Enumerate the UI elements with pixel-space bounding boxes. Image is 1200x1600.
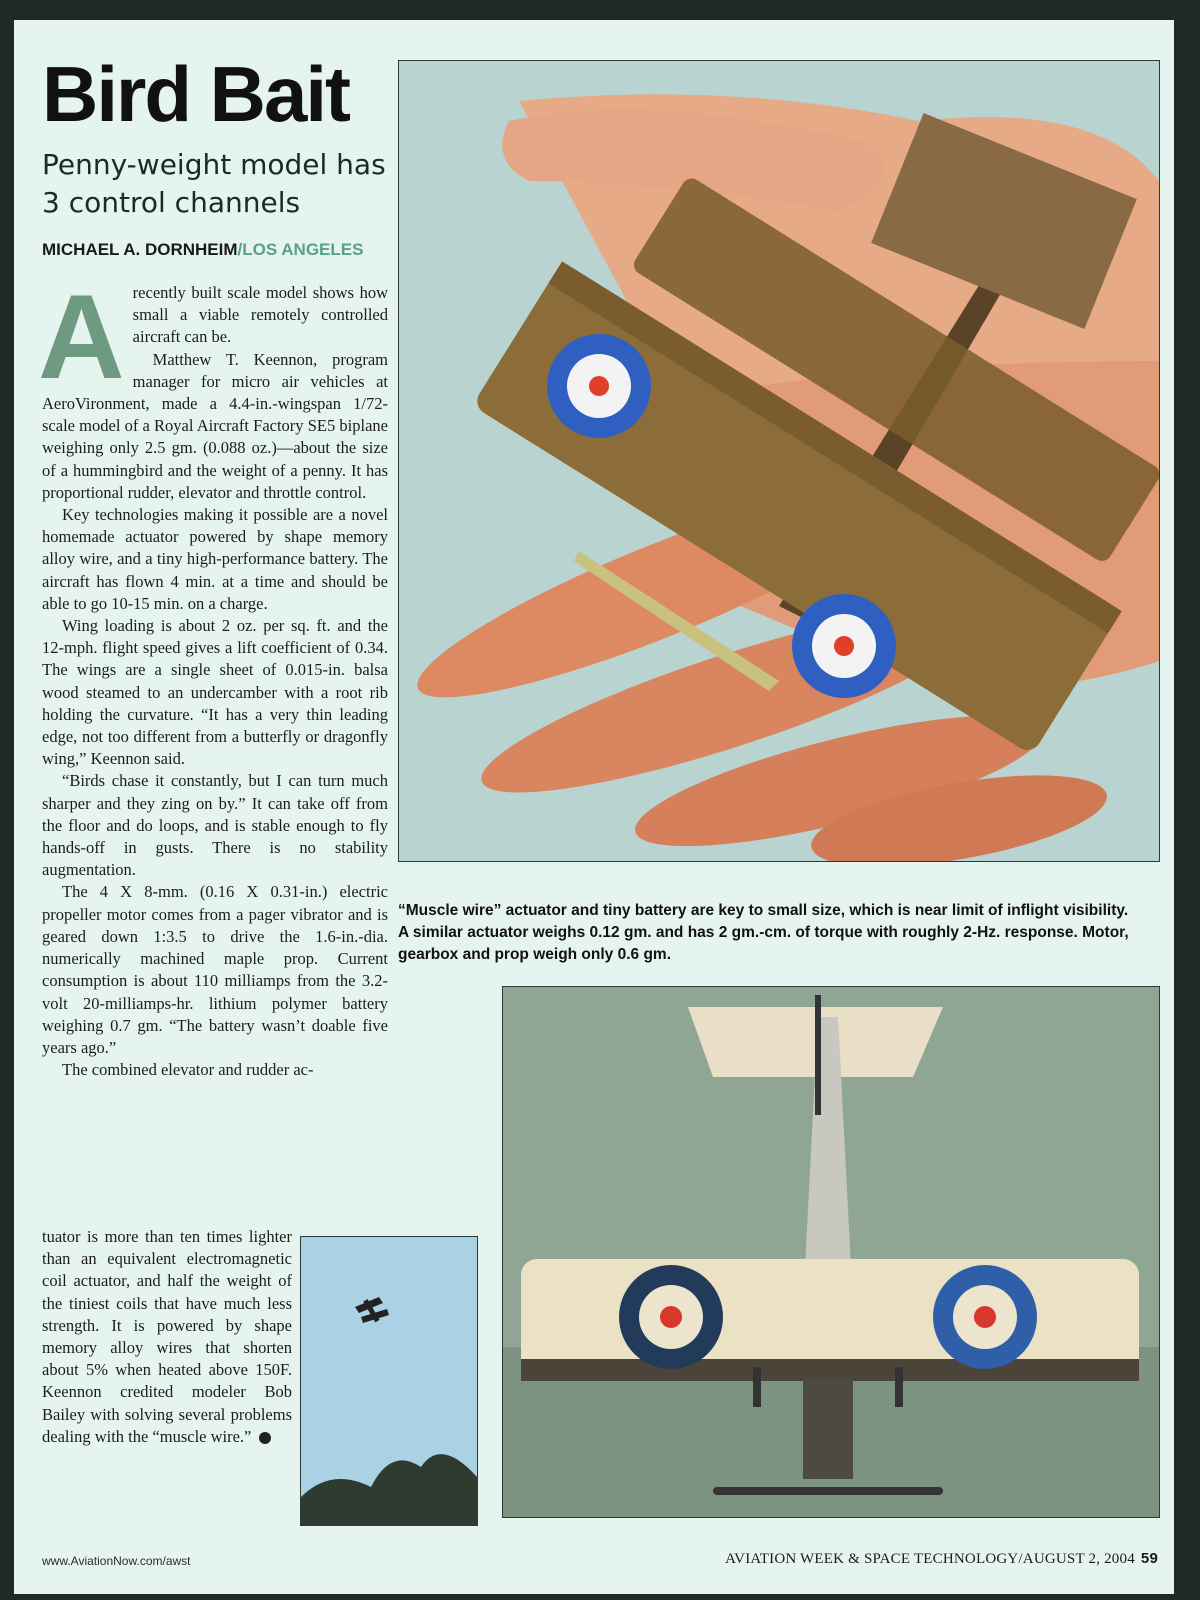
photo-biplane-front-view — [502, 986, 1160, 1518]
photo-model-in-flight — [300, 1236, 478, 1526]
drop-cap: A — [38, 270, 125, 404]
hand-photo-illustration — [399, 61, 1159, 861]
roundel-wing-right-icon — [933, 1265, 1037, 1369]
footer-publication: AVIATION WEEK & SPACE TECHNOLOGY/AUGUST 2, 2004 — [725, 1551, 1135, 1567]
photo-biplane-in-hand — [398, 60, 1160, 862]
paragraph-6: The 4 X 8-mm. (0.16 X 0.31-in.) electric propeller motor comes from a pager vibrator and is geared down 1:3.5 to drive the 1.6-in.-dia. numerically machined maple prop. Current consumption is about 110 milliamps from the 3.2-volt 20-milliamps-hr. lithium polymer battery weighing 0.7 gm. “The battery wasn’t doable five years ago.” — [42, 882, 388, 1057]
photo-caption: “Muscle wire” actuator and tiny battery are key to small size, which is near limit of inflight visibility. A similar actuator weighs 0.12 gm. and has 2 gm.-cm. of torque with roughly 2-Hz. response. Motor, gearbox and prop weigh only 0.6 gm. — [398, 902, 1129, 963]
page-number: 59 — [1140, 1550, 1158, 1567]
paragraph-4: Wing loading is about 2 oz. per sq. ft. and the 12-mph. flight speed gives a lift coefficient of 0.34. The wings are a single sheet of 0.015-in. balsa wood steamed to an undercamber with a root rib holding the curvature. “It has a very thin leading edge, not too different from a butterfly or dragonfly wing,” Keennon said. — [42, 616, 388, 769]
footer-website-link[interactable]: www.AviationNow.com/awst — [42, 1554, 191, 1568]
paragraph-7-continued-text: tuator is more than ten times lighter than an equivalent electromagnetic coil actuator, and half the weight of the tiniest coils that have much less strength. It is powered by shape memory alloy wires that shorten about 5% when heated above 150F. Keennon credited modeler Bob Bailey with solving several problems dealing with the “muscle wire.” — [42, 1227, 292, 1446]
paragraph-7: The combined elevator and rudder ac- — [62, 1060, 314, 1080]
narrow-column — [42, 1226, 292, 1448]
body-column — [38, 270, 388, 1081]
roundel-left-icon — [547, 334, 651, 438]
byline — [42, 240, 363, 260]
paragraph-2: Matthew T. Keennon, program manager for micro air vehicles at AeroVironment, made a 4.4-in.-wingspan 1/72-scale model of a Royal Aircraft Factory SE5 biplane weighing only 2.5 gm. (0.088 oz.)—about the size of a hummingbird and the weight of a penny. It has proportional rudder, elevator and throttle control. — [42, 349, 388, 502]
sky-photo-illustration — [301, 1237, 477, 1525]
paragraph-7-continued — [42, 1226, 292, 1448]
magazine-page — [14, 20, 1174, 1594]
roundel-right-icon — [792, 594, 896, 698]
paragraph-1-text: recently built scale model shows how small a viable remotely controlled aircraft can be. — [132, 283, 388, 347]
roundel-wing-left-icon — [619, 1265, 723, 1369]
paragraph-1 — [38, 270, 388, 404]
end-of-article-icon — [259, 1432, 271, 1444]
paragraph-3: Key technologies making it possible are a novel homemade actuator powered by shape memory alloy wire, and a tiny high-performance battery. The aircraft has flown 4 min. at a time and should be able to go 10-15 min. on a charge. — [42, 505, 388, 613]
deck-subtitle: Penny-weight model has 3 control channels — [42, 148, 386, 219]
footer-publication-line — [624, 1550, 1158, 1568]
author-name: MICHAEL A. DORNHEIM — [42, 240, 238, 259]
biplane-photo-illustration — [503, 987, 1159, 1517]
dateline-location: /LOS ANGELES — [237, 240, 364, 259]
paragraph-5: “Birds chase it constantly, but I can turn much sharper and they zing on by.” It can take off from the floor and do loops, and is stable enough to fly hands-off in gusts. There is no stability augmentation. — [42, 771, 388, 880]
headline: Bird Bait — [42, 50, 350, 138]
